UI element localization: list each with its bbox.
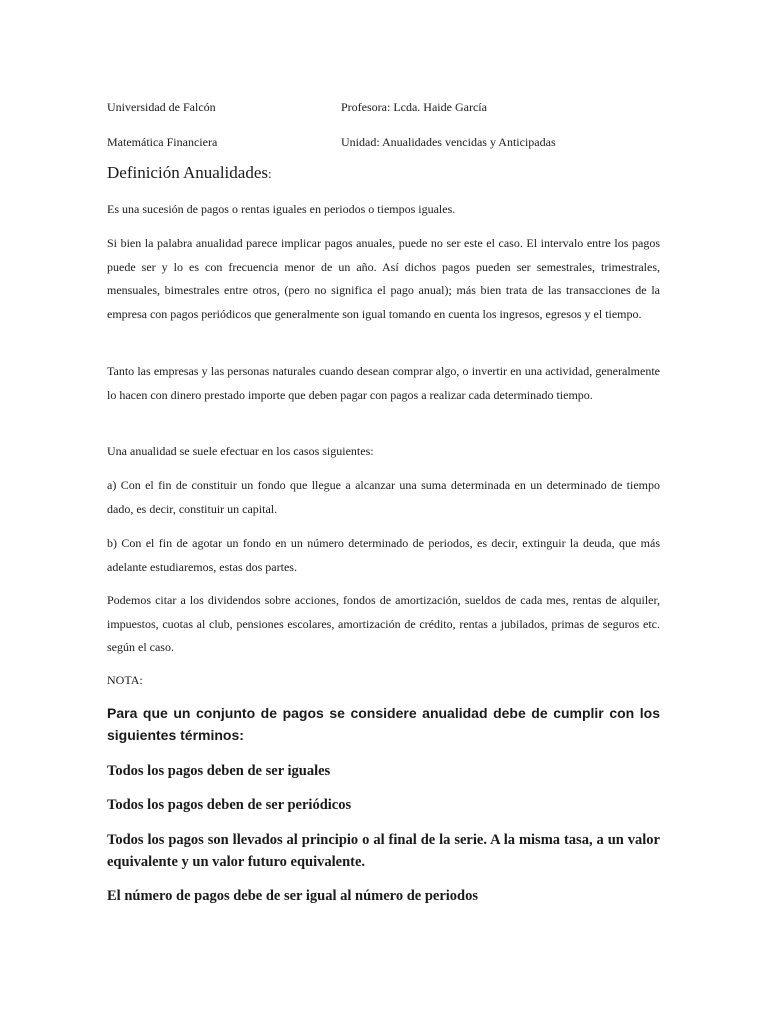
unit-name: Unidad: Anualidades vencidas y Anticipadas bbox=[341, 135, 556, 149]
university-name: Universidad de Falcón bbox=[107, 100, 216, 114]
paragraph-case-b: b) Con el fin de agotar un fondo en un número determinado de periodos, es decir, extinguir la deuda, que más adelante estudiaremos, estas dos partes. bbox=[107, 536, 660, 574]
document-title-colon: : bbox=[268, 166, 272, 181]
paragraph-examples: Podemos citar a los dividendos sobre acciones, fondos de amortización, sueldos de cada mes, rentas de alquiler, impuestos, cuotas al club, pensiones escolares, amortización de crédito, rentas a jubilados, primas de seguros etc. según el caso. bbox=[107, 593, 660, 654]
paragraph-interval: Si bien la palabra anualidad parece implicar pagos anuales, puede no ser este el caso. El intervalo entre los pagos puede ser y lo es con frecuencia menor de un año. Así dichos pagos pueden ser semestrales, trimestrales, mensuales, bimestrales entre otros, (pero no significa el pago anual); más bien trata de las transacciones de la empresa con pagos periódicos que generalmente son igual tomando en cuenta los ingresos, egresos y el tiempo. bbox=[107, 236, 660, 321]
paragraph-cases-intro: Una anualidad se suele efectuar en los casos siguientes: bbox=[107, 444, 374, 458]
document-title bbox=[107, 162, 272, 185]
term-item: Todos los pagos son llevados al principio o al final de la serie. A la misma tasa, a un valor equivalente y un valor futuro equivalente. bbox=[107, 832, 660, 870]
note-label: NOTA: bbox=[107, 673, 143, 687]
paragraph-case-a: a) Con el fin de constituir un fondo que llegue a alcanzar una suma determinada en un determinado de tiempo dado, es decir, constituir un capital. bbox=[107, 478, 660, 516]
course-name: Matemática Financiera bbox=[107, 135, 218, 149]
document-title-text: Definición Anualidades bbox=[107, 163, 268, 182]
paragraph-borrowing: Tanto las empresas y las personas naturales cuando desean comprar algo, o invertir en una actividad, generalmente lo hacen con dinero prestado importe que deben pagar con pagos a realizar cada determinado tiempo. bbox=[107, 364, 660, 402]
note-intro: Para que un conjunto de pagos se considere anualidad debe de cumplir con los siguientes términos: bbox=[107, 705, 660, 743]
term-item: El número de pagos debe de ser igual al número de periodos bbox=[107, 888, 478, 904]
term-item: Todos los pagos deben de ser iguales bbox=[107, 763, 331, 779]
term-item: Todos los pagos deben de ser periódicos bbox=[107, 797, 352, 813]
paragraph-definition: Es una sucesión de pagos o rentas iguales en periodos o tiempos iguales. bbox=[107, 202, 456, 216]
professor-name: Profesora: Lcda. Haide García bbox=[341, 100, 487, 114]
